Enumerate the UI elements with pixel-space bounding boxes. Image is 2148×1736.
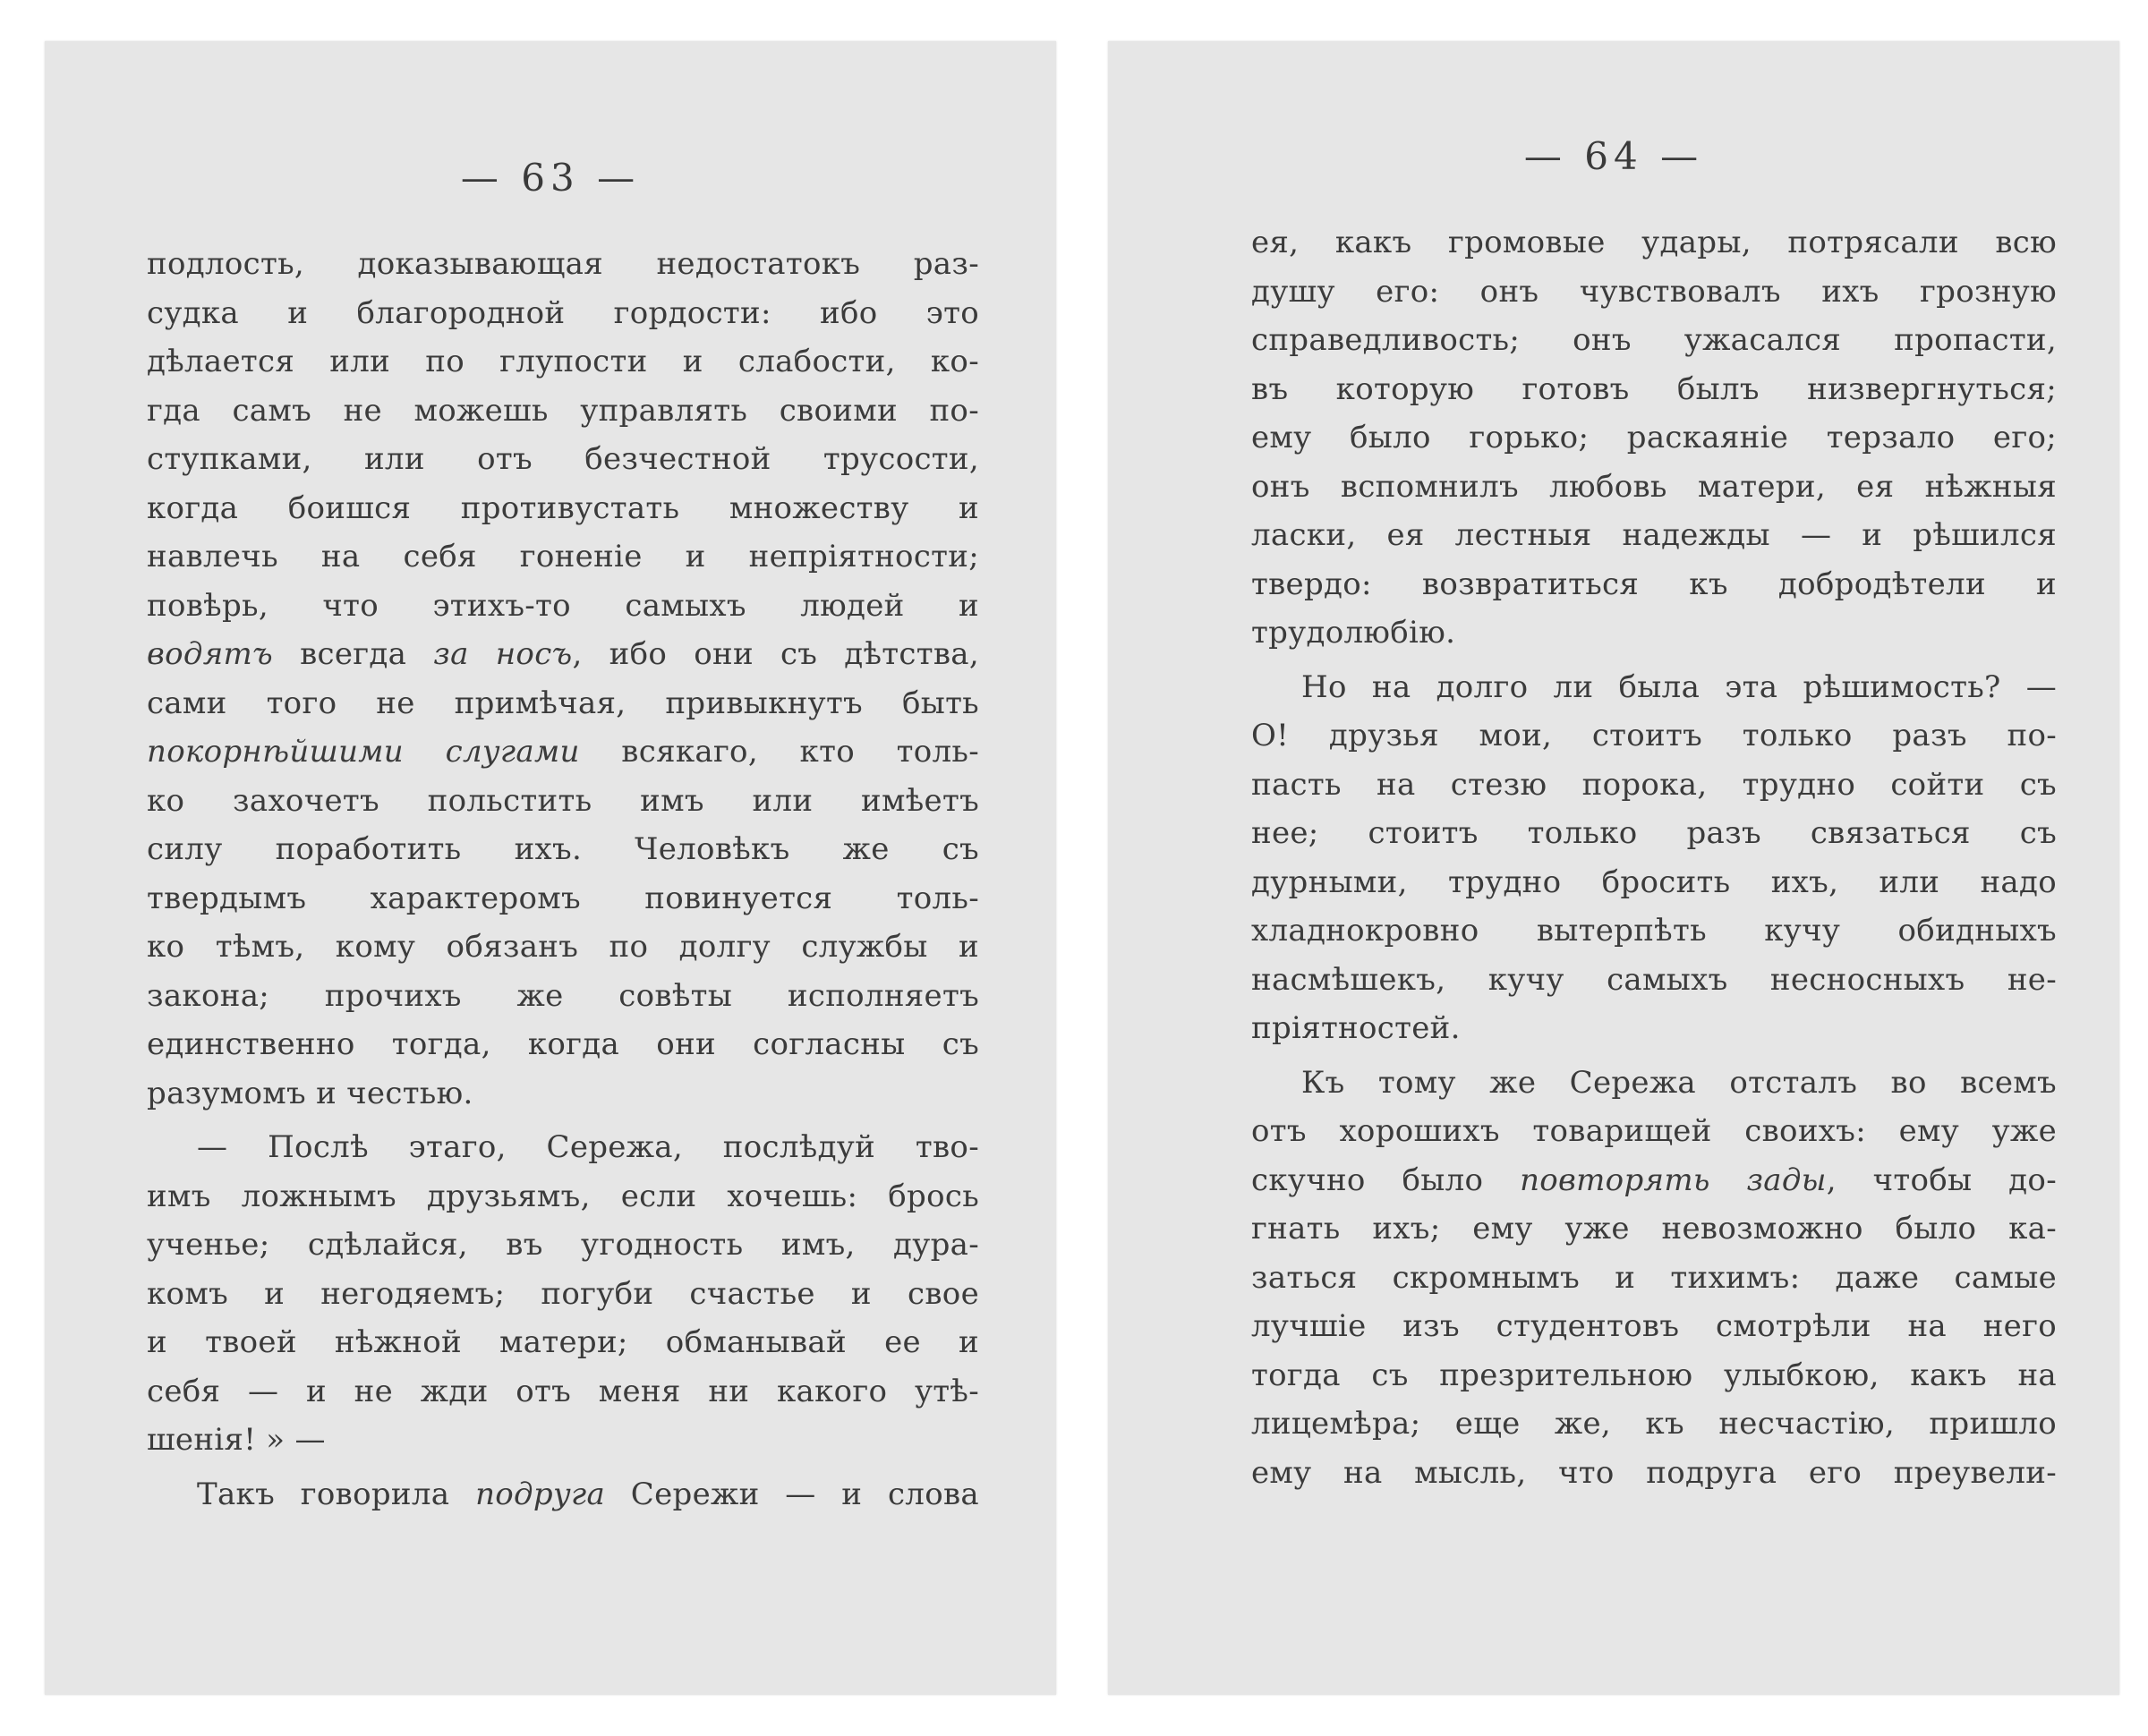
text-segment: Сережи — и слова <box>605 1476 979 1512</box>
text-segment: дѣлается или по глупости и слабости, ко- <box>147 344 979 379</box>
text-segment: О! друзья мои, стоитъ только разъ по- <box>1251 718 2057 753</box>
text-segment: ученье; сдѣлайся, въ угодность имъ, дура- <box>147 1227 979 1263</box>
text-line <box>147 532 979 582</box>
page-text <box>147 240 979 1519</box>
text-segment: заться скромнымъ и тихимъ: даже самые <box>1251 1259 2057 1296</box>
text-segment: ступками, или отъ безчестной трусости, <box>147 441 979 477</box>
text-segment: пасть на стезю порока, трудно сойти съ <box>1251 766 2057 803</box>
text-line <box>1251 463 2057 512</box>
text-line <box>1251 711 2057 761</box>
italic-text: водятъ <box>147 636 274 672</box>
text-line <box>1251 858 2057 907</box>
text-line <box>1251 365 2057 414</box>
text-line <box>147 387 979 436</box>
text-segment: трудолюбію. <box>1251 615 1456 651</box>
text-line <box>1251 511 2057 560</box>
text-line <box>1251 608 2057 658</box>
text-line <box>1251 1254 2057 1303</box>
text-line <box>147 825 979 874</box>
text-segment: Такъ говорила <box>197 1476 476 1512</box>
text-line <box>147 240 979 289</box>
text-line <box>147 1069 979 1119</box>
text-line <box>147 289 979 338</box>
text-segment: пріятностей. <box>1251 1010 1461 1046</box>
text-segment: Но на долго ли была эта рѣшимость? — <box>1301 668 2057 705</box>
text-segment: гнать ихъ; ему уже невозможно было ка- <box>1251 1211 2057 1247</box>
text-segment: всегда <box>273 636 434 672</box>
text-line <box>147 1270 979 1319</box>
text-segment: шенія! » — <box>147 1422 326 1458</box>
text-segment: душу его: онъ чувствовалъ ихъ грозную <box>1251 273 2057 310</box>
text-segment: всякаго, кто толь- <box>579 734 979 770</box>
text-line <box>147 1470 979 1519</box>
text-segment: , чтобы до- <box>1826 1162 2057 1198</box>
text-segment: ему было горько; раскаяніе терзало его; <box>1251 420 2057 455</box>
text-segment: ко тѣмъ, кому обязанъ по долгу службы и <box>147 929 979 965</box>
italic-text: за носъ <box>433 636 573 672</box>
text-segment: ему на мысль, что подруга его преувели- <box>1251 1454 2057 1491</box>
text-segment: ласки, ея лестныя надежды — и рѣшился <box>1251 517 2057 553</box>
text-segment: насмѣшекъ, кучу самыхъ несносныхъ не- <box>1251 961 2057 998</box>
text-segment: лучшіе изъ студентовъ смотрѣли на него <box>1251 1308 2057 1344</box>
text-line <box>1251 1156 2057 1205</box>
italic-text: покорнѣйшими слугами <box>147 734 580 770</box>
text-line <box>1251 268 2057 317</box>
right-page <box>1108 41 2119 1695</box>
text-segment: повѣрь, что этихъ-то самыхъ людей и <box>147 587 979 624</box>
text-line <box>147 1020 979 1069</box>
text-segment: хладнокровно вытерпѣть кучу обидныхъ <box>1251 913 2057 949</box>
text-line <box>147 484 979 533</box>
italic-text: повторять зады <box>1520 1162 1827 1198</box>
text-line <box>1251 1059 2057 1108</box>
page-text <box>1251 218 2057 1497</box>
text-segment: судка и благородной гордости: ибо это <box>147 294 979 331</box>
text-line <box>1251 1351 2057 1400</box>
text-segment: комъ и негодяемъ; погуби счастье и свое <box>147 1275 979 1312</box>
text-line <box>1251 956 2057 1005</box>
text-line <box>1251 906 2057 956</box>
text-segment: сами того не примѣчая, привыкнутъ быть <box>147 685 979 721</box>
text-segment: ея, какъ громовые удары, потрясали всю <box>1251 225 2057 260</box>
text-line <box>147 630 979 679</box>
text-line <box>147 582 979 631</box>
text-segment: скучно было <box>1251 1162 1521 1198</box>
text-segment: себя — и не жди отъ меня ни какого утѣ- <box>147 1373 979 1409</box>
text-line <box>147 1318 979 1367</box>
text-line <box>1251 809 2057 858</box>
text-line <box>147 679 979 728</box>
page-number: — 63 — <box>460 156 641 200</box>
text-line <box>1251 1107 2057 1156</box>
text-line <box>1251 560 2057 609</box>
text-segment: , ибо они съ дѣтства, <box>572 636 979 672</box>
text-line <box>1251 1449 2057 1498</box>
text-line <box>147 728 979 777</box>
text-segment: закона; прочихъ же совѣты исполняетъ <box>147 977 979 1014</box>
text-line <box>1251 663 2057 712</box>
text-line <box>1251 761 2057 810</box>
text-line <box>1251 1400 2057 1449</box>
text-line <box>1251 413 2057 463</box>
text-segment: навлечь на себя гоненіе и непріятности; <box>147 539 979 574</box>
text-segment: когда боишся противустать множеству и <box>147 489 979 526</box>
text-line <box>1251 218 2057 268</box>
text-segment: Къ тому же Сережа отсталъ во всемъ <box>1301 1064 2057 1101</box>
text-segment: отъ хорошихъ товарищей своихъ: ему уже <box>1251 1113 2057 1149</box>
text-line <box>147 337 979 387</box>
text-line <box>147 777 979 826</box>
text-segment: разумомъ и честью. <box>147 1075 473 1111</box>
italic-text: подруга <box>475 1476 606 1512</box>
text-line <box>1251 1004 2057 1053</box>
text-segment: твердымъ характеромъ повинуется толь- <box>147 880 979 916</box>
text-line <box>147 1123 979 1172</box>
text-line <box>147 1172 979 1221</box>
text-line <box>147 1221 979 1270</box>
text-line <box>147 435 979 484</box>
text-segment: и твоей нѣжной матери; обманывай ее и <box>147 1324 979 1360</box>
text-line <box>147 972 979 1021</box>
text-segment: — Послѣ этаго, Сережа, послѣдуй тво- <box>197 1129 979 1165</box>
text-segment: имъ ложнымъ друзьямъ, если хочешь: брось <box>147 1178 979 1214</box>
text-line <box>147 1367 979 1417</box>
text-segment: единственно тогда, когда они согласны съ <box>147 1026 979 1062</box>
text-segment: въ которую готовъ былъ низвергнуться; <box>1251 370 2057 407</box>
text-line <box>147 874 979 923</box>
text-segment: нее; стоитъ только разъ связаться съ <box>1251 815 2057 851</box>
text-segment: онъ вспомнилъ любовь матери, ея нѣжныя <box>1251 468 2057 505</box>
text-segment: ко захочетъ польстить имъ или имѣетъ <box>147 782 979 819</box>
text-segment: тогда съ презрительною улыбкою, какъ на <box>1251 1357 2057 1393</box>
text-segment: дурными, трудно бросить ихъ, или надо <box>1251 864 2057 900</box>
text-segment: лицемѣра; еще же, къ несчастію, пришло <box>1251 1406 2057 1442</box>
left-page <box>45 41 1056 1695</box>
text-segment: твердо: возвратиться къ добродѣтели и <box>1251 566 2057 602</box>
text-line <box>1251 1204 2057 1254</box>
text-line <box>147 923 979 972</box>
text-segment: подлость, доказывающая недостатокъ раз- <box>147 246 979 282</box>
text-segment: силу поработить ихъ. Человѣкъ же съ <box>147 831 979 867</box>
text-segment: гда самъ не можешь управлять своими по- <box>147 392 979 429</box>
text-line <box>1251 316 2057 365</box>
text-segment: справедливость; онъ ужасался пропасти, <box>1251 322 2057 358</box>
text-line <box>147 1416 979 1465</box>
text-line <box>1251 1302 2057 1351</box>
page-number: — 64 — <box>1523 134 1704 178</box>
